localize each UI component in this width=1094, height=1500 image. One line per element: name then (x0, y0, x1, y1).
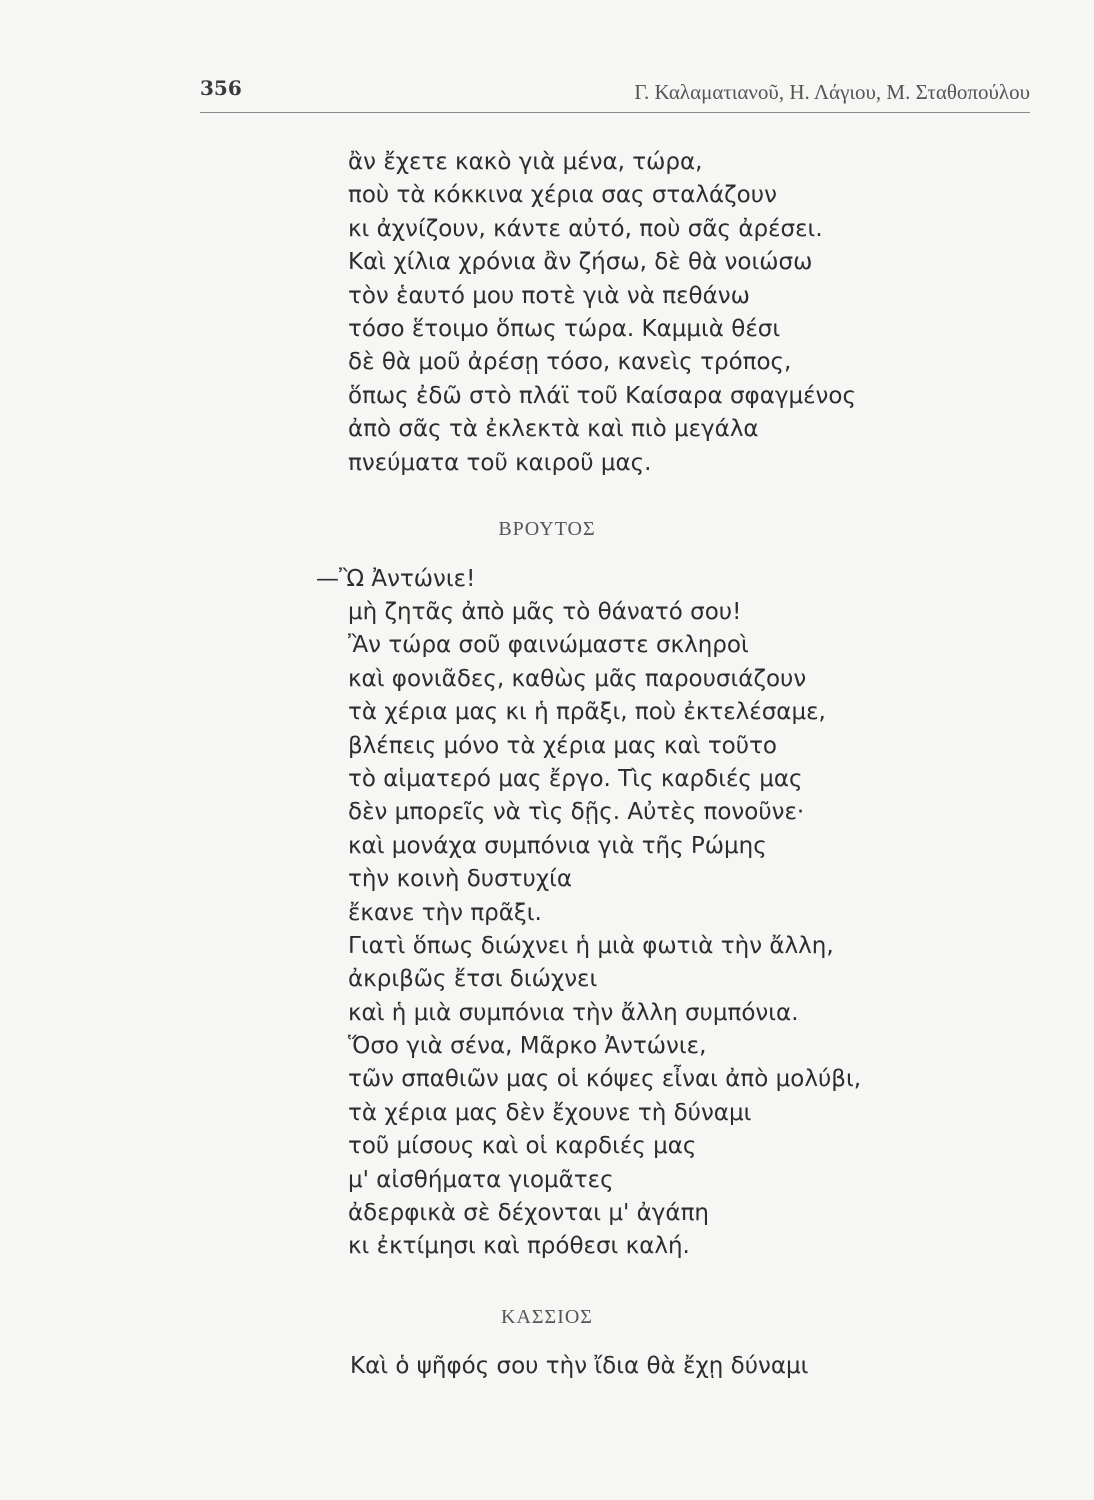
verse-line: καὶ ἡ μιὰ συμπόνια τὴν ἄλλη συμπόνια. (348, 999, 799, 1026)
verse-line: ἀπὸ σᾶς τὰ ἐκλεκτὰ καὶ πιὸ μεγάλα (348, 416, 759, 443)
verse-line: Ὅσο γιὰ σένα, Μᾶρκο Ἀντώνιε, (348, 1033, 707, 1060)
verse-line: μ' αἰσθήματα γιομᾶτες (348, 1166, 614, 1193)
verse-line: τὰ χέρια μας δὲν ἔχουνε τὴ δύναμι (348, 1099, 752, 1126)
verse-line: τὰ χέρια μας κι ἡ πρᾶξι, ποὺ ἐκτελέσαμε, (348, 699, 826, 726)
page-header (200, 72, 1030, 112)
page-number: 356 (200, 76, 242, 100)
speaker-label-cassius: ΚΑΣΣΙΟΣ (501, 1306, 593, 1328)
verse-line: καὶ φονιᾶδες, καθὼς μᾶς παρουσιάζουν (348, 665, 807, 692)
verse-line: Ἂν τώρα σοῦ φαινώμαστε σκληροὶ (348, 632, 749, 659)
stanza-cassius (350, 1350, 808, 1383)
speaker-label-brutus: ΒΡΟΥΤΟΣ (498, 518, 596, 540)
verse-line: δὲ θὰ μοῦ ἀρέσῃ τόσο, κανεὶς τρόπος, (348, 349, 792, 376)
verse-line: κι ἐκτίμησι καὶ πρόθεσι καλή. (348, 1233, 690, 1260)
verse-line: βλέπεις μόνο τὰ χέρια μας καὶ τοῦτο (348, 732, 777, 759)
verse-line: ἂν ἔχετε κακὸ γιὰ μένα, τώρα, (348, 149, 703, 175)
running-head: Γ. Καλαματιανοῦ, Η. Λάγιου, Μ. Σταθοπούλου (634, 80, 1030, 104)
header-rule (200, 112, 1030, 113)
verse-line: τῶν σπαθιῶν μας οἱ κόψες εἶναι ἀπὸ μολύβι, (348, 1066, 862, 1093)
verse-line: —Ὢ Ἀντώνιε! (316, 566, 476, 592)
verse-line: Καὶ ὁ ψῆφός σου τὴν ἴδια θὰ ἔχῃ δύναμι (350, 1353, 809, 1379)
verse-line: ποὺ τὰ κόκκινα χέρια σας σταλάζουν (348, 182, 777, 209)
verse-line: ὅπως ἐδῶ στὸ πλάϊ τοῦ Καίσαρα σφαγμένος (348, 382, 856, 409)
verse-line: ἔκανε τὴν πρᾶξι. (348, 899, 542, 926)
stanza-antony (348, 146, 856, 480)
verse-line: τόσο ἕτοιμο ὅπως τώρα. Καμμιὰ θέσι (348, 315, 781, 342)
verse-line: τοῦ μίσους καὶ οἱ καρδιές μας (348, 1133, 697, 1160)
stanza-brutus (348, 596, 861, 1264)
verse-line: τὸ αἱματερό μας ἔργο. Τὶς καρδιές μας (348, 765, 803, 792)
verse-line: Καὶ χίλια χρόνια ἂν ζήσω, δὲ θὰ νοιώσω (348, 249, 813, 276)
verse-line: ἀκριβῶς ἔτσι διώχνει (348, 966, 598, 993)
verse-line: κι ἀχνίζουν, κάντε αὐτό, ποὺ σᾶς ἀρέσει. (348, 215, 823, 242)
verse-line: τὸν ἑαυτό μου ποτὲ γιὰ νὰ πεθάνω (348, 282, 750, 309)
verse-line: Γιατὶ ὅπως διώχνει ἡ μιὰ φωτιὰ τὴν ἄλλη, (348, 932, 834, 959)
verse-line: δὲν μπορεῖς νὰ τὶς δῇς. Αὐτὲς πονοῦνε· (348, 799, 805, 826)
stanza-brutus-opening (316, 563, 475, 596)
verse-line: πνεύματα τοῦ καιροῦ μας. (348, 449, 652, 476)
verse-line: μὴ ζητᾶς ἀπὸ μᾶς τὸ θάνατό σου! (348, 599, 742, 625)
verse-line: καὶ μονάχα συμπόνια γιὰ τῆς Ρώμης (348, 832, 767, 859)
verse-line: ἀδερφικὰ σὲ δέχονται μ' ἀγάπη (348, 1200, 710, 1227)
verse-line: τὴν κοινὴ δυστυχία (348, 866, 573, 893)
